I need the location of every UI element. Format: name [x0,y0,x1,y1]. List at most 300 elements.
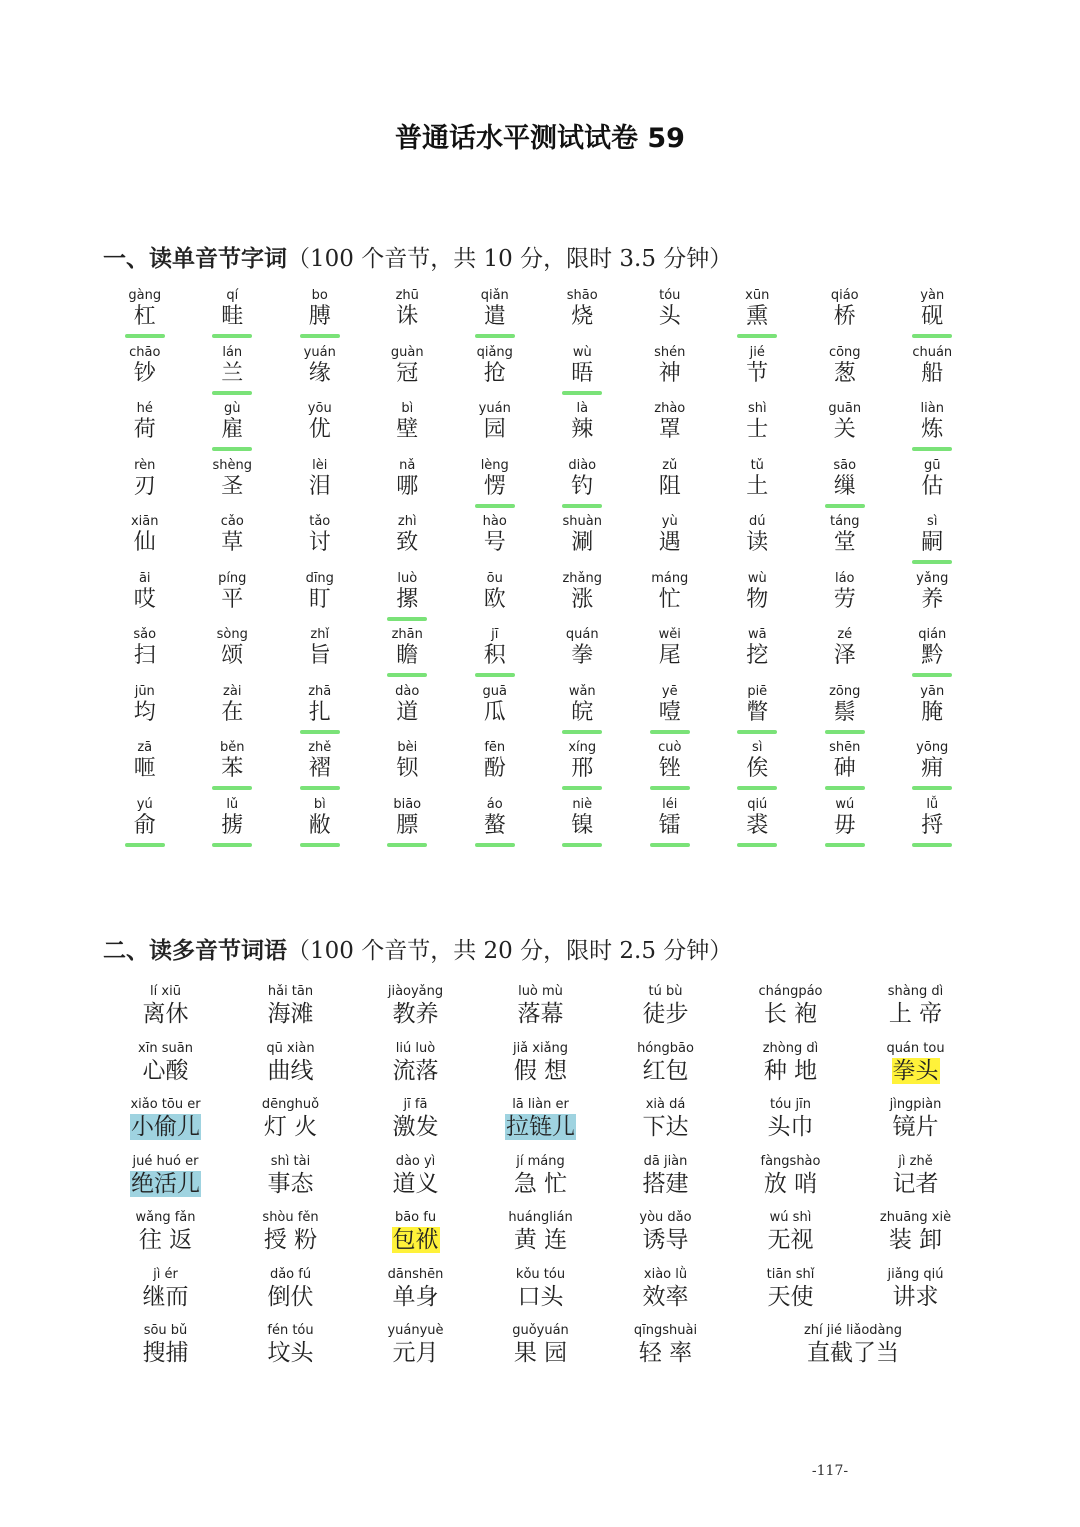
word: 小偷儿 [131,1114,200,1140]
pinyin: léi [662,796,678,812]
word: 海滩 [267,1001,314,1027]
pinyin: xià dá [645,1097,686,1112]
pinyin: xiào lǜ [643,1266,688,1282]
pinyin: bāo fu [394,1210,437,1225]
char-cell [714,513,802,570]
pinyin: jiǎ xiǎng [512,1040,569,1056]
character: 钞 [133,360,156,386]
pinyin: dǎo fú [269,1266,312,1282]
green-underline [912,334,952,338]
character: 螯 [483,812,506,838]
pinyin: qiǎng [476,344,513,360]
word-line [728,1057,853,1085]
word-row [103,983,978,1040]
word-cell [103,1153,228,1210]
character: 关 [833,417,856,442]
character: 熏 [746,304,769,329]
char-cell [364,626,452,683]
character: 遇 [658,530,681,555]
word-line [228,1000,353,1028]
char-cell [189,344,277,401]
char-cell [276,287,364,344]
word-cell [103,983,228,1040]
char-cell [364,513,452,570]
character: 钓 [571,473,594,499]
char-cell [626,739,714,796]
pinyin: láo [834,570,855,586]
char-cell [101,513,189,570]
pinyin: jié [749,344,765,360]
pinyin: zhǐ [310,627,330,642]
pinyin: yuán [303,344,336,360]
green-underline [475,504,515,508]
char-cell [714,400,802,457]
char-cell [364,683,452,740]
word-line [353,1283,478,1311]
pinyin: biāo [393,796,422,812]
char-cell [889,570,977,627]
char-cell [101,344,189,401]
pinyin: sāo [833,457,857,473]
pinyin: luò [397,570,418,586]
green-underline [737,334,777,338]
pinyin: yuányuè [387,1323,444,1338]
char-cell [189,739,277,796]
pinyin: xīn suān [138,1040,193,1056]
word-cell [478,1096,603,1153]
green-underline [737,786,777,790]
green-underline [475,673,515,677]
char-cell [539,287,627,344]
char-cell [801,513,889,570]
char-cell [714,457,802,514]
character: 畦 [221,304,244,329]
word: 流落 [392,1057,439,1084]
char-cell [364,400,452,457]
word-row [103,1322,978,1379]
character: 鬃 [833,699,856,725]
character: 锉 [658,756,681,781]
character: 刃 [133,473,156,499]
character: 嗣 [921,530,944,555]
word: 假 想 [513,1057,568,1084]
character: 旨 [308,643,331,668]
word-cell [353,1040,478,1097]
word-line [478,1339,603,1367]
char-cell [189,457,277,514]
character: 辣 [571,417,594,442]
pinyin: yòu dǎo [639,1210,692,1225]
character: 读 [746,530,769,555]
char-cell [101,287,189,344]
character: 冠 [396,360,419,386]
green-underline [737,730,777,734]
pinyin: dīng [305,570,334,586]
character: 苯 [221,756,244,781]
pinyin: dēnghuǒ [261,1097,320,1112]
word: 装 卸 [888,1227,943,1253]
pinyin: bì [401,401,414,416]
pinyin: běn [220,740,245,755]
character: 拳 [571,643,594,668]
pinyin: hé [136,401,153,416]
pinyin: wú shì [769,1210,812,1225]
char-cell [801,400,889,457]
green-underline [562,730,602,734]
green-underline [212,786,252,790]
character: 讨 [308,530,331,555]
character: 土 [746,473,769,499]
char-cell [276,513,364,570]
pinyin: jì zhě [898,1153,933,1169]
pinyin: zhā [308,683,332,699]
char-cell [189,570,277,627]
character: 罩 [658,417,681,442]
pinyin: lǔ [226,796,239,812]
green-underline [300,843,340,847]
pinyin: zhuāng xiè [879,1210,952,1225]
pinyin: dā jiàn [643,1153,688,1169]
pinyin: chuán [912,344,953,360]
pinyin: sòng [216,627,248,642]
char-cell [889,287,977,344]
char-cell [714,344,802,401]
pinyin: guān [828,401,862,416]
word-line [728,1283,853,1311]
pinyin: zhí jié liǎodàng [803,1323,902,1338]
pinyin: shēn [829,740,861,755]
character: 欧 [483,586,506,612]
word-line [353,1170,478,1198]
char-cell [364,570,452,627]
pinyin: hǎi tān [267,984,314,999]
char-cell [451,457,539,514]
pinyin: wǎn [568,683,596,699]
character: 炼 [921,417,944,442]
green-underline [387,843,427,847]
char-cell [801,796,889,853]
char-cell [626,287,714,344]
character: 草 [221,530,244,555]
char-cell [889,683,977,740]
char-cell [714,626,802,683]
pinyin: lí xiū [150,984,181,999]
char-cell [626,570,714,627]
character: 泪 [308,473,331,499]
character: 裘 [746,812,769,838]
word: 拳头 [892,1057,939,1084]
word-line [478,1170,603,1198]
word-line [228,1339,353,1367]
green-underline [912,786,952,790]
word-cell [853,1153,978,1210]
word-line [103,1283,228,1311]
word-cell [603,1209,728,1266]
char-cell [889,739,977,796]
word-cell [853,1209,978,1266]
char-cell [451,739,539,796]
character: 颂 [221,643,244,668]
pinyin: fén tóu [267,1323,314,1338]
word: 元月 [392,1340,439,1366]
word: 拉链儿 [506,1114,575,1140]
char-row [101,626,976,683]
pinyin: xiǎo tōu er [130,1097,201,1112]
word-line [603,1170,728,1198]
word: 事态 [267,1170,314,1197]
char-cell [801,683,889,740]
word-cell [478,1266,603,1323]
char-row [101,739,976,796]
green-underline [562,391,602,395]
green-underline [650,843,690,847]
character: 挖 [746,643,769,668]
character: 神 [658,360,681,386]
word-line [353,1113,478,1141]
word-line [228,1170,353,1198]
word: 徒步 [642,1001,689,1027]
word-line [228,1057,353,1085]
word-cell [103,1266,228,1323]
pinyin: máng [651,570,689,586]
pinyin: gū [924,457,941,473]
word-line [728,1226,853,1254]
word-cell [228,983,353,1040]
pinyin: shāo [566,288,598,303]
pinyin: shuàn [562,514,602,529]
word: 往 返 [138,1227,193,1253]
pinyin: jué huó er [132,1153,199,1169]
pinyin: jiǎng qiú [887,1266,944,1282]
word-row [103,1209,978,1266]
char-cell [626,796,714,853]
character: 道 [396,699,419,725]
green-underline [650,786,690,790]
pinyin: jī [491,627,499,642]
pinyin: táng [829,514,860,529]
pinyin: kǒu tóu [515,1266,566,1282]
word-cell [478,983,603,1040]
pinyin: wā [747,627,767,642]
multi-syllable-grid [103,983,978,1379]
pinyin: yuán [478,401,511,416]
char-cell [714,287,802,344]
char-cell [101,457,189,514]
pinyin: qū xiàn [266,1040,315,1056]
char-cell [101,400,189,457]
word-line [478,1000,603,1028]
char-cell [276,796,364,853]
word: 放 哨 [763,1170,818,1197]
single-syllable-grid [101,287,976,852]
word-line [603,1283,728,1311]
char-cell [276,683,364,740]
pinyin: tóu [659,288,681,303]
section1-heading [103,240,732,273]
pinyin: cuò [658,740,682,755]
word: 种 地 [763,1057,818,1084]
char-cell [101,570,189,627]
pinyin: huánglián [508,1210,573,1225]
character: 钡 [396,756,419,781]
pinyin: nǎ [399,457,416,473]
character: 士 [746,417,769,442]
pinyin: fàngshào [760,1153,821,1169]
character: 哎 [133,586,156,612]
char-cell [451,287,539,344]
green-underline [912,843,952,847]
character: 砷 [833,756,856,781]
word: 激发 [392,1114,439,1140]
character: 腌 [921,699,944,725]
pinyin: hóngbāo [637,1040,694,1056]
word-cell [353,1209,478,1266]
word: 倒伏 [267,1283,314,1310]
pinyin: chāo [129,344,161,360]
char-cell [714,570,802,627]
section1-title: 一、读单音节字词 [103,246,287,272]
pinyin: tiān shǐ [766,1266,815,1282]
word: 镜片 [892,1114,939,1140]
word-line [103,1113,228,1141]
pinyin: ōu [486,570,503,586]
pinyin: shì [747,401,767,416]
pinyin: zǔ [662,457,678,473]
character: 摞 [396,586,419,612]
char-cell [451,626,539,683]
char-cell [626,683,714,740]
word-line [478,1226,603,1254]
word-cell [603,983,728,1040]
green-underline [825,843,865,847]
pinyin: xíng [568,740,597,755]
pinyin: diào [568,457,597,473]
pinyin: chángpáo [758,984,823,999]
char-cell [276,400,364,457]
word-cell [603,1096,728,1153]
char-cell [101,796,189,853]
word-row [103,1040,978,1097]
pinyin: qiáo [830,288,859,303]
pinyin: zōng [829,683,861,699]
pinyin: lā liàn er [512,1097,569,1112]
char-cell [714,796,802,853]
word: 长 袍 [763,1001,818,1027]
word: 包袱 [392,1227,439,1253]
word: 讲求 [892,1283,939,1310]
pinyin: qiǎn [480,288,509,303]
character: 在 [221,699,244,725]
char-cell [626,344,714,401]
character: 节 [746,360,769,386]
pinyin: wú [835,796,855,812]
word: 红包 [642,1057,689,1084]
char-cell [276,457,364,514]
character: 忙 [658,586,681,612]
character: 黔 [921,643,944,668]
green-underline [825,730,865,734]
word-cell [603,1153,728,1210]
character: 物 [746,586,769,612]
word-line [853,1000,978,1028]
page-title: 普通话水平测试试卷 59 [395,123,685,154]
character: 俞 [133,812,156,838]
pinyin: jí máng [516,1153,565,1169]
character: 邢 [571,756,594,781]
word-row [103,1266,978,1323]
pinyin: xiān [130,514,159,529]
char-cell [801,344,889,401]
character: 瓜 [483,699,506,725]
word: 心酸 [142,1057,189,1084]
word-line [103,1057,228,1085]
char-cell [451,344,539,401]
character: 壁 [396,417,419,442]
word-cell [103,1040,228,1097]
green-underline [562,843,602,847]
word: 灯 火 [263,1114,318,1140]
word-cell [728,1209,853,1266]
char-cell [539,683,627,740]
pinyin: shén [654,344,686,360]
char-cell [626,513,714,570]
green-underline [212,391,252,395]
pinyin: quán tou [886,1040,945,1056]
pinyin: yān [920,683,945,699]
section2-heading [103,932,732,965]
char-cell [451,683,539,740]
green-underline [212,334,252,338]
character: 瞻 [396,643,419,668]
pinyin: wěi [658,627,681,642]
character: 仙 [133,530,156,555]
word-cell [353,983,478,1040]
char-cell [539,513,627,570]
word: 诱导 [642,1227,689,1253]
character: 酚 [483,756,506,781]
green-underline [912,673,952,677]
word-line [853,1283,978,1311]
pinyin: áo [486,796,503,812]
pinyin: zhān [391,627,423,642]
page-number: -117- [811,1463,849,1479]
character: 捋 [921,812,944,838]
char-cell [889,400,977,457]
pinyin: guǒyuán [512,1323,569,1338]
char-cell [889,796,977,853]
word-line [103,1226,228,1254]
pinyin: bo [311,288,328,303]
character: 堂 [833,530,856,555]
green-underline [737,843,777,847]
pinyin: yú [136,796,153,812]
word-cell [728,1266,853,1323]
pinyin: zé [837,627,853,642]
character: 俟 [746,756,769,781]
pinyin: zhū [395,288,419,303]
character: 膊 [308,304,331,329]
word: 急 忙 [513,1170,568,1197]
pinyin: xūn [745,288,770,303]
word-line [228,1113,353,1141]
character: 兰 [221,360,244,386]
green-underline [300,730,340,734]
character: 镭 [658,812,681,838]
char-row [101,344,976,401]
pinyin: gàng [128,288,162,303]
char-cell [189,287,277,344]
character: 积 [483,643,506,668]
